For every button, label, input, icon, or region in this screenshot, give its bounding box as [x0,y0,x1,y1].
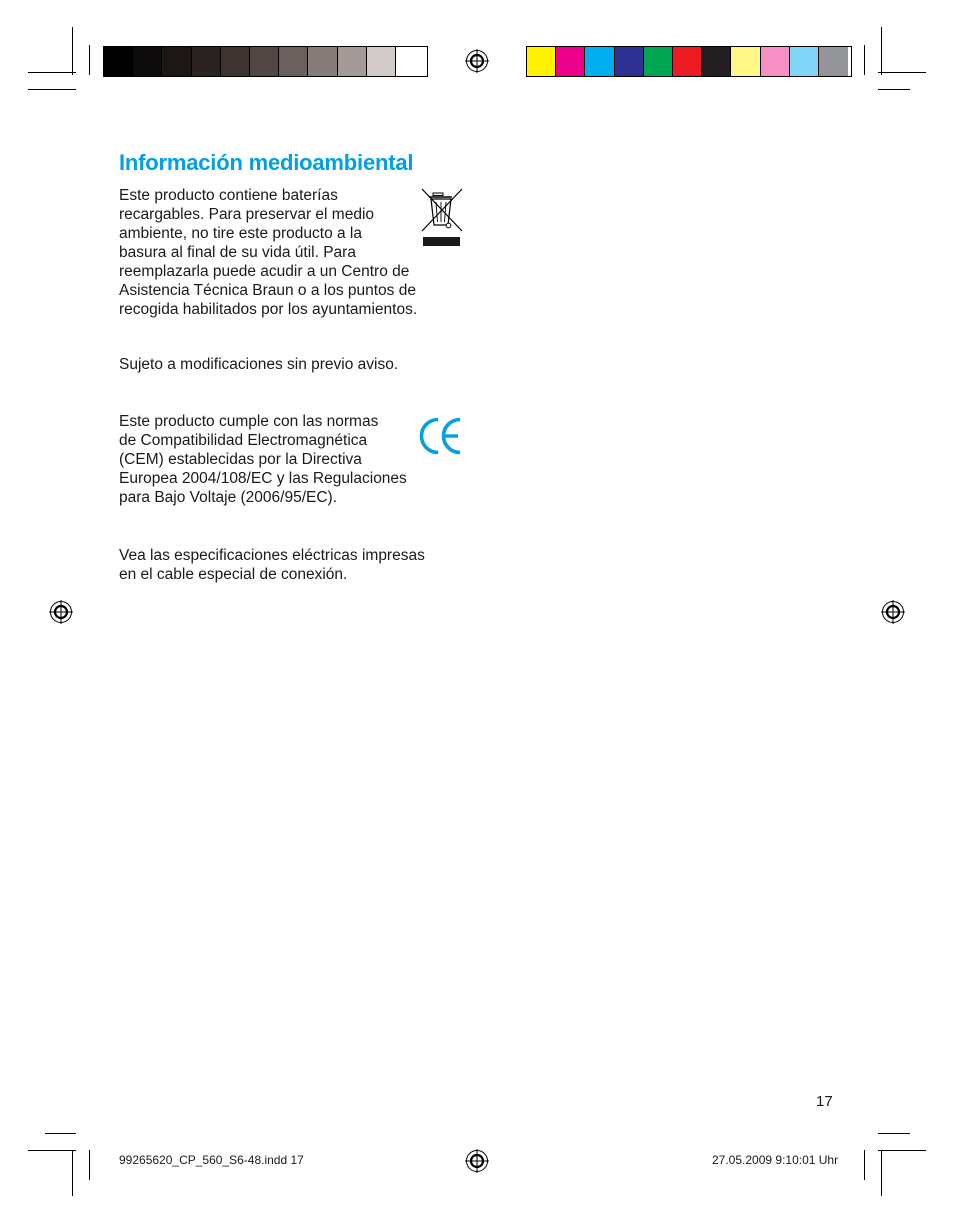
crop-mark [28,1150,76,1151]
ce-mark-icon [418,416,464,456]
color-swatch [556,47,585,76]
crop-mark [881,1150,882,1196]
registration-mark-icon [49,600,73,624]
section-title: Información medioambiental [119,150,414,175]
registration-mark-icon [465,49,489,73]
color-swatch [790,47,819,76]
text-line: Este producto contiene baterías [119,187,338,204]
crop-mark [864,45,865,75]
crop-mark [878,89,910,90]
crop-mark [89,1150,90,1180]
color-swatch [527,47,556,76]
text-line: para Bajo Voltaje (2006/95/EC). [119,489,337,506]
text-line: Vea las especificaciones eléctricas impresas [119,547,425,564]
crop-mark [72,1150,73,1196]
crop-mark [28,72,76,73]
grayscale-color-bar [103,46,428,77]
color-swatch [250,47,279,76]
color-swatch [731,47,760,76]
text-line: recargables. Para preservar el medio [119,206,375,223]
text-line: ambiente, no tire este producto a la [119,225,362,242]
notice-paragraph [119,355,398,374]
footer-filename: 99265620_CP_560_S6-48.indd 17 [119,1153,304,1167]
text-line: Sujeto a modificaciones sin previo aviso. [119,356,399,373]
crop-mark [881,27,882,75]
text-line: en el cable especial de conexión. [119,566,348,583]
color-swatch [162,47,191,76]
electrical-specs-paragraph [119,546,425,584]
color-swatch [367,47,396,76]
crop-mark [89,45,90,75]
crop-mark [45,1133,76,1134]
footer-timestamp: 27.05.2009 9:10:01 Uhr [712,1153,839,1167]
text-line: de Compatibilidad Electromagnética [119,432,368,449]
color-swatch [819,47,848,76]
color-swatch [104,47,133,76]
ce-compliance-paragraph [119,412,407,507]
color-swatch [761,47,790,76]
crop-mark [878,1150,926,1151]
text-line: (CEM) establecidas por la Directiva [119,451,362,468]
registration-mark-icon [465,1149,489,1173]
color-swatch [702,47,731,76]
process-color-bar [526,46,852,77]
color-swatch [673,47,702,76]
crop-mark [878,72,926,73]
color-swatch [133,47,162,76]
crop-mark [28,89,76,90]
page-number: 17 [816,1093,833,1110]
registration-mark-icon [881,600,905,624]
color-swatch [221,47,250,76]
text-line: recogida habilitados por los ayuntamientos. [119,301,418,318]
color-swatch [192,47,221,76]
color-swatch [338,47,367,76]
text-line: Asistencia Técnica Braun o a los puntos de [119,282,416,299]
color-swatch [396,47,425,76]
color-swatch [279,47,308,76]
color-swatch [615,47,644,76]
text-line: Europea 2004/108/EC y las Regulaciones [119,470,407,487]
color-swatch [308,47,337,76]
text-line: reemplazarla puede acudir a un Centro de [119,263,410,280]
battery-disposal-paragraph [119,186,417,319]
color-swatch [585,47,614,76]
crop-mark [878,1133,910,1134]
crop-mark [864,1150,865,1180]
crop-mark [72,27,73,75]
color-swatch [644,47,673,76]
text-line: basura al final de su vida útil. Para [119,244,356,261]
text-line: Este producto cumple con las normas [119,413,379,430]
crossed-out-wheelie-bin-icon [420,187,464,249]
